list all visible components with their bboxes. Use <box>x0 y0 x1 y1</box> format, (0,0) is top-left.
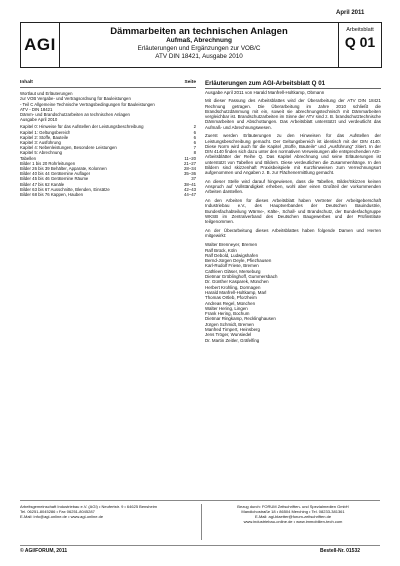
article-title: Erläuterungen zum AGI-Arbeitsblatt Q 01 <box>205 80 381 89</box>
toc-row-label: Bilder 47 bis 62 Kanäle <box>20 181 65 187</box>
toc-row-page: 7 <box>193 145 196 151</box>
footer-divider-line <box>20 500 380 501</box>
toc-intro-line: Dämm- und Brandschutzarbeiten an technischen Anlagen <box>20 112 130 118</box>
title-block <box>60 23 338 67</box>
sheet-code: Q 01 <box>344 34 376 50</box>
article-paragraph: Zuerst werden Erläuterungen zu den Hinweisen für das Aufstellen der Leistungsbeschreibung gemacht. Der Geltungsbereich ist identisch mit der DIN 4140. Diese Norm wird auch für die Kapitel „Stoffe, Bauteile“ und „Ausführung“ zitiert. In der DIN 4140 finden sich dazu unter den normativen Verweisungen alle entsprechenden AGI-Arbeitsblätter der Reihe Q. Das Kapitel Abrechnung und seine Erläuterungen ist unterstützt von Tabellen und Bildern. Diese verdeutlichen die Zusammenhänge. In den Bildern sind skizzenhaft Praxisbeispiele mit Kurzhinweisen zum Verrechnungsort aufgenommen und Angaben z. B. zur Flächenermittlung gemacht. <box>205 133 381 175</box>
toc-intro-line: Ausgabe April 2010 <box>20 117 58 123</box>
contributor-name: Bernd-Jürgen Deyle, Pfiezhausen <box>205 258 272 264</box>
toc-row-label: Kapitel 1: Geltungsbereich <box>20 129 71 135</box>
toc-row-page: 28–34 <box>184 166 196 172</box>
contributor-name: Ralf Debold, Ludwigshafen <box>205 252 259 258</box>
contributor-name: Cathleen Gläser, Merseburg <box>205 268 261 274</box>
footer-distributor-line: E-Mail: agi-blaetter@forum-zeitschriften.de <box>254 514 332 519</box>
contributor-name: Dr. Günther Kasparek, München <box>205 279 269 285</box>
toc-row-page: 6 <box>193 140 196 146</box>
toc-page-heading: Seite <box>184 80 196 85</box>
toc-row-page: 6 <box>193 134 196 140</box>
toc-intro <box>20 91 196 122</box>
document-title: Dämmarbeiten an technischen Anlagen <box>110 26 288 37</box>
footer-column-divider <box>201 504 202 540</box>
toc-row-label: Bilder 63 bis 67 Ausschnitte, Blenden, Einsätze <box>20 186 110 192</box>
sheet-id-block <box>338 23 381 67</box>
toc-row-label: Kapitel 4: Nebenleistungen, Besondere Leistungen <box>20 145 117 151</box>
article <box>205 80 381 343</box>
toc-row-page: 44–47 <box>184 192 196 198</box>
contributor-name: Karl-Rudolf Friese, Bremen <box>205 263 259 269</box>
copyright: © AGI/FORUM, 2011 <box>20 548 68 554</box>
contributor-name: Jens Tröger, Wunsiedel <box>205 332 252 338</box>
contributor-name: Andreas Regel, München <box>205 300 256 306</box>
article-byline: Ausgabe April 2011 von Harald Manfrell-Holtkamp, Obmann <box>205 90 325 95</box>
toc-row-label: Bilder 40 bis 44 Gerätemine Auflager <box>20 171 91 177</box>
contributor-name: Thomas Ortleb, Pforzheim <box>205 295 257 301</box>
contributor-name: Dr. Martin Zeitler, Gräfelfing <box>205 337 260 343</box>
article-paragraph: An den Arbeiten für dieses Arbeitsblatt haben Vertreter der Arbeitgeberschaft Industriebau e.V., des Hauptverbandes der Deutschen Bauindustrie, Bundesfachabteilung Wärme-, Kälte-, Schall- und Brandschutz, der Bundesfachgruppe WKSB im Zentralverband des Deutschen Baugewerbes und der Prüfinstitute teilgenommen. <box>205 198 381 224</box>
contributor-name: Dietmar Ringkamp, Recklinghausen <box>205 316 276 322</box>
toc-intro-line: Wortlaut und Erläuterungen <box>20 91 73 97</box>
document-description-2: ATV DIN 18421, Ausgabe 2010 <box>155 52 243 60</box>
contributor-list <box>205 242 381 343</box>
footer-distributor <box>206 504 380 524</box>
toc-row-label: Kapitel 5: Abrechnung <box>20 150 63 156</box>
toc-row-label: Bilder 26 bis 39 Behälter, Apparate, Kolonnen <box>20 166 107 172</box>
article-body <box>205 98 381 238</box>
contributor-name: Walter Hering, Lingen <box>205 305 248 311</box>
contributor-name: Dietmar Gröblinghoff, Gummersbach <box>205 274 278 280</box>
toc-row <box>20 192 196 197</box>
table-of-contents <box>20 80 196 197</box>
article-paragraph: An der Überarbeitung dieses Arbeitsblattes haben folgende Damen und Herren mitgewirkt: <box>205 227 381 238</box>
contributor-name: Frank Hering, Bochum <box>205 311 250 317</box>
toc-row-page: 42–43 <box>184 186 196 192</box>
footer-distributor-line: Mandichostraße 18 • 86504 Merching • Tel. 08233-381361 <box>241 509 345 514</box>
contributor-name: Jürgen Schmidt, Bremen <box>205 321 254 327</box>
footer-publisher-line: E-Mail: info@agi-online.de • www.agi-online.de <box>20 514 104 519</box>
document-header <box>20 22 382 68</box>
agi-logo: AGI <box>21 23 60 67</box>
toc-row-page: 38–41 <box>184 181 196 187</box>
bottom-divider-line <box>20 545 380 546</box>
toc-row-label: Bilder 68 bis 76 Kappen, Hauben <box>20 192 84 198</box>
toc-row-page: 8 <box>193 150 196 156</box>
toc-row-label: Kapitel 0: Hinweise für das Aufstellen der Leistungsbeschreibung <box>20 124 144 130</box>
sheet-label: Arbeitsblatt <box>346 27 374 33</box>
contributor-name: Ralf Brück, Köln <box>205 247 237 253</box>
toc-row-page: 37 <box>191 176 196 182</box>
footer-publisher-line: Arbeitsgemeinschaft Industriebau e.V. (AGI) • Neufertstr. 9 • 64625 Bensheim <box>20 504 157 509</box>
contributor-name: Manfred Timpert, Heinsberg <box>205 327 260 332</box>
toc-heading: Inhalt <box>20 80 33 85</box>
toc-row-label: Kapitel 2: Stoffe, Bauteile <box>20 134 69 140</box>
toc-row-label: Kapitel 3: Ausführung <box>20 140 61 146</box>
contributor-name: Walter Brenneyer, Bremen <box>205 242 258 248</box>
toc-intro-line: ATV - DIN 18421 <box>20 106 53 112</box>
footer-publisher-line: Tel. 06251-8045286 • Fax 06251-8045287 <box>20 509 95 514</box>
article-paragraph: An dieser Stelle wird darauf hingewiesen, dass die Tabellen, Bilder/Skizzen keinen Anspruch auf Vollständigkeit erheben, wohl aber einen Großteil der vorkommenden Arbeiten darstellen. <box>205 178 381 195</box>
order-number: Bestell-Nr. 01532 <box>320 548 361 554</box>
toc-row-label: Bilder 1 bis 20 Rohrleitungen <box>20 160 76 166</box>
toc-intro-line: - Teil C Allgemeine Technische Vertragsbedingungen für Bauleistungen <box>20 101 155 107</box>
footer-publisher <box>20 504 196 519</box>
toc-header <box>20 80 196 88</box>
toc-row-page: 11–20 <box>184 155 196 161</box>
footer-distributor-line: www.industriebau-online.de • www.immobilien-tech.com <box>243 519 343 524</box>
toc-row-label: Bilder 45 bis 46 Gerätemine Räume <box>20 176 89 182</box>
document-description-1: Erläuterungen und Ergänzungen zur VOB/C <box>137 45 261 52</box>
document-subtitle: Aufmaß, Abrechnung <box>166 37 232 44</box>
toc-intro-line: zur VOB Vergabe- und Vertragsordnung für Bauleistungen <box>20 96 131 102</box>
contributor-name: Herbert Krohling, Dormagen <box>205 284 261 290</box>
toc-row-page: 2 <box>193 124 196 130</box>
contributor-name: Harald Manfrell-Holtkamp, Marl <box>205 289 267 295</box>
article-paragraph: Mit dieser Fassung des Arbeitsblattes wird der Überarbeitung der ATV DIN 18421 Rechnung getragen. Die Überarbeitung im Jahre 2010 schließt die Brandschutzdämmung mit ein, soweit sie abrechnungstechnisch mit Dämmarbeiten vergleichbar ist. Brandschutzarbeiten im Sinne der ATV sind z. B. brandschutztechnische Dämmarbeiten und Abschottungen. Das Arbeitsblatt unterstützt und verdeutlicht das Aufmaß- und Abrechnungswesen. <box>205 98 381 130</box>
footer-distributor-line: Bezug durch: FORUM Zeitschriften- und Spezialmedien GmbH <box>237 504 349 509</box>
issue-date: April 2011 <box>336 10 365 16</box>
toc-row-page: 35–36 <box>184 171 196 177</box>
toc-row-label: Tabellen <box>20 155 37 161</box>
toc-row-page: 6 <box>193 129 196 135</box>
toc-row-page: 21–27 <box>184 160 196 166</box>
toc-rows <box>20 124 196 197</box>
